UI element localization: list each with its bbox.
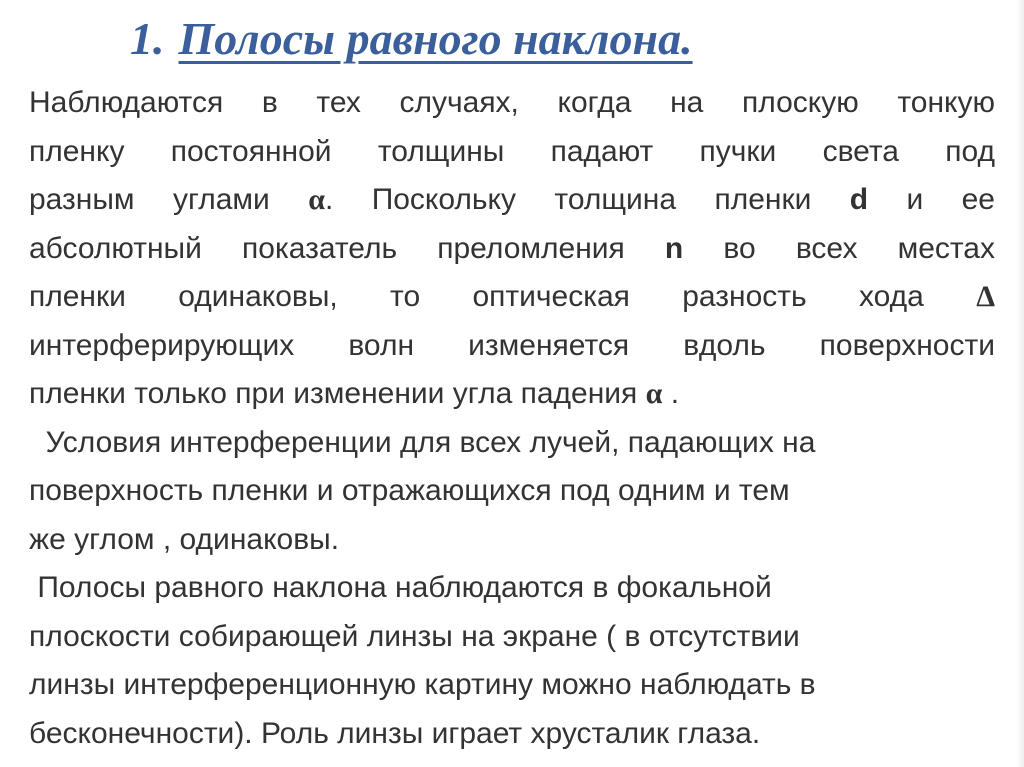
paragraph-1-line-4	[29, 225, 995, 274]
text-segment: пленки одинаковы, то оптическая разность хода	[29, 280, 977, 313]
paragraph-3	[29, 564, 995, 758]
title-text: Полосы равного наклона.	[178, 13, 693, 64]
paragraph-1	[29, 79, 995, 419]
text-segment: разным углами	[29, 183, 309, 216]
paragraph-1-line-3	[29, 176, 995, 225]
paragraph-2-line-1: Условия интерференции для всех лучей, падающих на	[29, 425, 816, 459]
alpha-symbol: α	[645, 377, 663, 410]
text-segment: .	[662, 377, 680, 410]
slide-title	[130, 10, 693, 68]
paragraph-3-line-3: линзы интерференционную картину можно наблюдать в	[29, 668, 816, 701]
paragraph-3-line-4: бесконечности). Роль линзы играет хрусталик глаза.	[29, 716, 761, 750]
paragraph-1-line-5	[29, 273, 995, 322]
text-segment: во всех местах	[683, 231, 995, 265]
paragraph-2-line-3: же углом , одинаковы.	[29, 522, 340, 556]
slide-body	[29, 79, 995, 758]
paragraph-1-line-6: интерферирующих волн изменяется вдоль поверхности	[29, 328, 995, 362]
alpha-symbol: α	[308, 183, 325, 216]
text-segment: пленки только при изменении угла падения	[29, 377, 646, 410]
paragraph-2-line-2: поверхность пленки и отражающихся под одним и тем	[29, 474, 790, 507]
d-symbol: d	[849, 183, 869, 216]
text-segment: и ее	[868, 183, 995, 216]
text-segment: абсолютный показатель преломления	[29, 231, 665, 265]
delta-symbol: Δ	[976, 280, 995, 313]
n-symbol: n	[664, 231, 684, 265]
paragraph-1-line-7	[29, 370, 995, 419]
paragraph-1-line-1: Наблюдаются в тех случаях, когда на плоскую тонкую	[29, 86, 995, 119]
paragraph-3-line-1: Полосы равного наклона наблюдаются в фокальной	[29, 571, 772, 604]
title-number: 1.	[130, 13, 165, 64]
paragraph-2	[29, 419, 995, 565]
slide-edge-shadow	[1016, 0, 1024, 767]
paragraph-1-line-2: пленку постоянной толщины падают пучки света под	[29, 134, 995, 168]
text-segment: . Поскольку толщина пленки	[324, 183, 850, 216]
paragraph-3-line-2: плоскости собирающей линзы на экране ( в отсутствии	[29, 619, 800, 653]
